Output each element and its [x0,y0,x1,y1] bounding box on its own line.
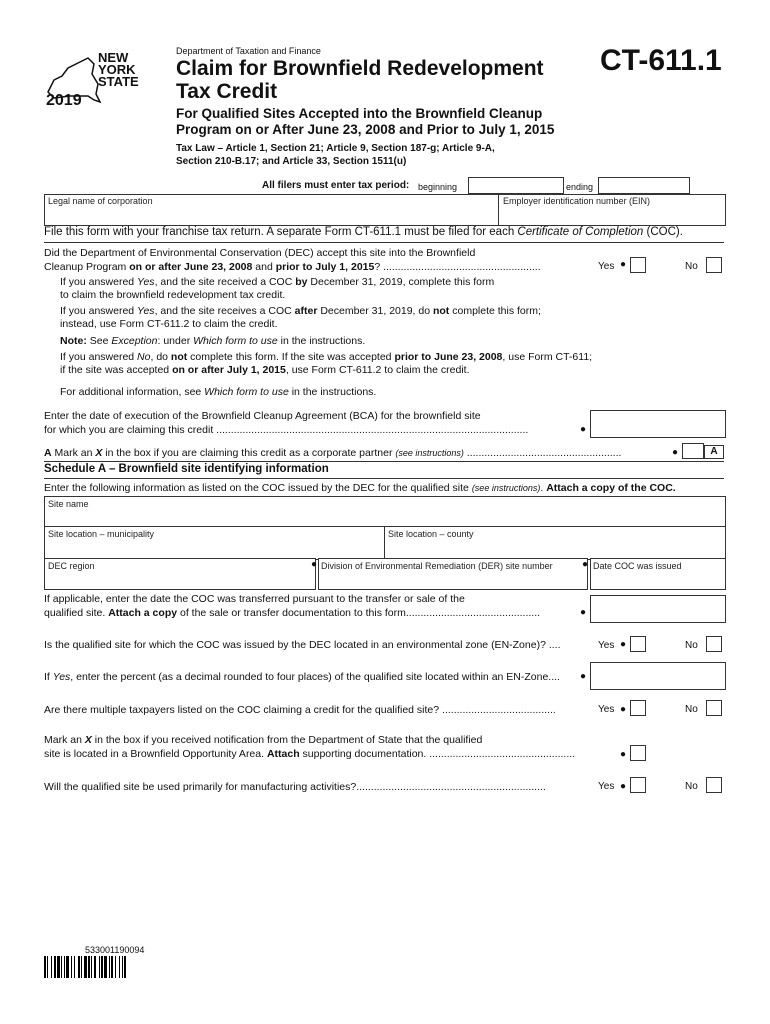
multiple-no-checkbox[interactable] [706,700,722,716]
nys-logo [40,50,150,110]
bca-date-field[interactable] [590,410,726,438]
multiple-no-label: No [685,704,698,715]
bca-line2: for which you are claiming this credit ........................................................................................................... [44,424,529,436]
q1-yes-label: Yes [598,261,615,272]
form-title-line1: Claim for Brownfield Redevelopment [176,57,544,80]
multiple-yes-checkbox[interactable] [630,700,646,716]
q1-no-checkbox[interactable] [706,257,722,273]
county-label: Site location – county [388,529,474,539]
ein-label: Employer identification number (EIN) [503,196,651,206]
q1-line1: Did the Department of Environmental Conservation (DEC) accept this site into the Brownfield [44,247,476,259]
law-line2: Section 210-B.17; and Article 33, Section 1511(u) [176,156,407,167]
logo-line-3: STATE [98,74,139,89]
boa-text: Mark an X in the box if you received notification from the Department of State that the qualified site is located in a Brownfield Opportunity Area. Attach supporting documentation. .................................................. [44,734,576,760]
logo-year: 2019 [46,92,82,109]
q1-no-label: No [685,261,698,272]
q1-yes-checkbox[interactable] [630,257,646,273]
logo-line-1: NEW [98,50,129,65]
site-name-label: Site name [48,499,89,509]
subtitle-line2: Program on or After June 23, 2008 and Prior to July 1, 2015 [176,122,555,137]
period-beginning-field[interactable] [468,177,564,194]
partner-checkbox[interactable] [682,443,704,459]
enzone-text: Is the qualified site for which the COC was issued by the DEC located in an environmental zone (EN-Zone)? .... [44,639,561,651]
transfer-date-field[interactable] [590,595,726,623]
schedule-a-intro: Enter the following information as listed on the COC issued by the DEC for the qualified site (see instructions). Attach a copy of the COC. [44,482,676,494]
municipality-label: Site location – municipality [48,529,155,539]
boa-bullet: ● [620,749,627,760]
bca-text [44,409,587,437]
subtitle-line1: For Qualified Sites Accepted into the Brownfield Cleanup [176,106,543,121]
schedule-a-heading: Schedule A – Brownfield site identifying information [44,463,329,475]
enzone-no-checkbox[interactable] [706,636,722,652]
barcode-icon [44,956,194,978]
mfg-no-checkbox[interactable] [706,777,722,793]
notice-part-b: Certificate of Completion [517,226,644,238]
mfg-text: Will the qualified site be used primarily for manufacturing activities?................................................................. [44,781,546,793]
percent-text: If Yes, enter the percent (as a decimal rounded to four places) of the qualified site located within an EN-Zone.... [44,671,560,683]
date-coc-label: Date COC was issued [593,561,682,571]
percent-field[interactable] [590,662,726,690]
period-beginning-label: beginning [418,182,458,192]
boa-checkbox[interactable] [630,745,646,761]
der-number-label: Division of Environmental Remediation (DER) site number [321,561,553,571]
legal-name-label: Legal name of corporation [48,196,153,206]
der-bullet: ● [311,559,318,570]
q1-line2d: prior to July 1, 2015 [275,261,375,273]
partner-line: A Mark an X in the box if you are claiming this credit as a corporate partner (see instructions) ..................................................... [44,447,622,459]
enzone-no-label: No [685,640,698,651]
logo-line-2: YORK [98,62,136,77]
date-coc-bullet: ● [582,559,589,570]
instructions-block: If you answered Yes, and the site received a COC by December 31, 2019, complete this form to claim the brownfield redevelopment tax credit. If you answered Yes, and the site receives a COC after December 31, 2019, do not complete this form; instead, use Form CT-611.2 to claim the credit. Note: See Exception: under Which form to use in the instructions. If you answered No, do not complete this form. If the site was accepted prior to June 23, 2008, use Form CT-611; if the site was accepted on or after July 1, 2015, use Form CT-611.2 to claim the credit. For additional information, see Which form to use in the instructions. [60,276,593,398]
barcode-number: 533001190094 [85,945,145,955]
multiple-text: Are there multiple taxpayers listed on the COC claiming a credit for the qualified site? ....................................... [44,704,556,716]
mfg-yes-label: Yes [598,781,615,792]
partner-box-letter: A [704,445,724,459]
mfg-no-label: No [685,781,698,792]
period-label: All filers must enter tax period: [262,180,410,191]
q1-line2a: Cleanup Program [44,261,130,273]
site-name-field[interactable] [44,496,726,528]
notice-part-a: File this form with your franchise tax return. A separate Form CT-611.1 must be filed for each [44,226,518,238]
transfer-text: If applicable, enter the date the COC was transferred pursuant to the transfer or sale of the qualified site. Attach a copy of the sale or transfer documentation to this form.............................................. [44,593,541,619]
enzone-yes-label: Yes [598,640,615,651]
q1-line2c: and [252,261,276,273]
partner-bullet: ● [672,447,679,458]
enzone-yes-bullet: ● [620,639,627,650]
transfer-bullet: ● [580,607,587,618]
enzone-yes-checkbox[interactable] [630,636,646,652]
notice-part-c: (COC). [643,226,683,238]
bca-line1: Enter the date of execution of the Brownfield Cleanup Agreement (BCA) for the brownfield site [44,410,481,422]
multiple-yes-bullet: ● [620,704,627,715]
mfg-yes-bullet: ● [620,781,627,792]
department-name: Department of Taxation and Finance [176,46,321,56]
q1-yes-bullet: ● [620,259,627,270]
mfg-yes-checkbox[interactable] [630,777,646,793]
dec-region-label: DEC region [48,561,95,571]
bca-bullet: ● [580,424,587,435]
multiple-yes-label: Yes [598,704,615,715]
q1-text [44,246,604,274]
q1-line2e: ? ...................................................... [374,261,541,273]
period-ending-label: ending [566,182,594,192]
law-line1: Tax Law – Article 1, Section 21; Article 9, Section 187-g; Article 9-A, [176,143,495,154]
form-id: CT-611.1 [600,44,722,77]
percent-bullet: ● [580,671,587,682]
period-ending-field[interactable] [598,177,690,194]
q1-line2b: on or after June 23, 2008 [129,261,253,273]
file-notice [44,226,683,238]
form-title-line2: Tax Credit [176,80,278,103]
barcode [44,956,194,978]
